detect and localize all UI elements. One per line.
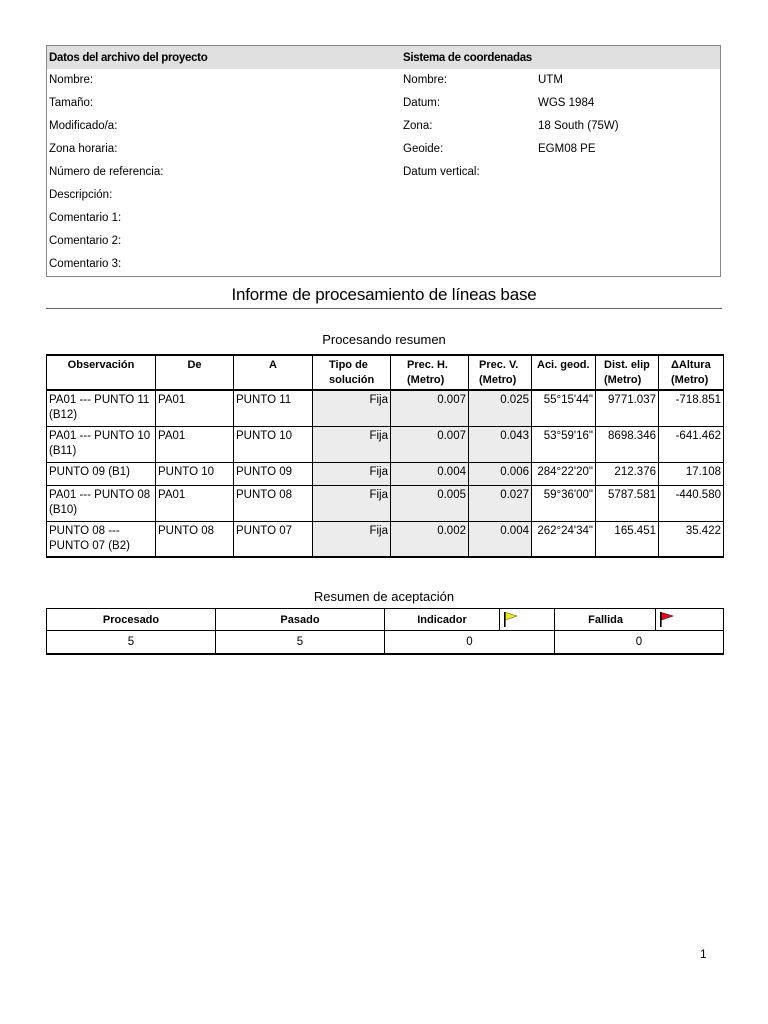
- cell-solution-type: Fija: [313, 426, 391, 462]
- file-size-label: Tamaño:: [49, 97, 94, 109]
- cell-from: PA01: [156, 426, 234, 462]
- coord-name-value: UTM: [538, 74, 563, 86]
- geoid-label: Geoide:: [403, 143, 444, 155]
- failed-value: 0: [555, 631, 724, 655]
- table-header-row: [47, 355, 724, 390]
- acceptance-summary-table: [46, 608, 724, 655]
- cell-prec-v: 0.027: [469, 485, 532, 521]
- vertical-datum-label: Datum vertical:: [403, 166, 480, 178]
- cell-prec-h: 0.002: [391, 521, 469, 557]
- cell-prec-v: 0.043: [469, 426, 532, 462]
- acceptance-summary-title: Resumen de aceptación: [313, 589, 455, 604]
- file-name-label: Nombre:: [49, 74, 94, 86]
- cell-prec-h: 0.007: [391, 426, 469, 462]
- cell-prec-h: 0.004: [391, 462, 469, 485]
- cell-to: PUNTO 10: [234, 426, 313, 462]
- acceptance-values-row: [47, 631, 724, 655]
- table-row: [47, 462, 724, 485]
- comment-3-label: Comentario 3:: [49, 258, 122, 270]
- geoid-value: EGM08 PE: [538, 143, 596, 155]
- coordinate-system-header: Sistema de coordenadas: [403, 52, 532, 64]
- cell-geod-azimuth: 53°59'16": [532, 426, 596, 462]
- info-row: [47, 189, 720, 212]
- processing-summary-title: Procesando resumen: [322, 332, 446, 347]
- col-header-from: De: [156, 355, 234, 390]
- cell-prec-v: 0.004: [469, 521, 532, 557]
- modified-label: Modificado/a:: [49, 120, 118, 132]
- cell-observation: PA01 --- PUNTO 11 (B12): [47, 390, 156, 426]
- zone-label: Zona:: [403, 120, 433, 132]
- coord-name-label: Nombre:: [403, 74, 448, 86]
- project-data-header: Datos del archivo del proyecto: [49, 52, 208, 64]
- info-row: [47, 74, 720, 97]
- info-row: [47, 258, 720, 281]
- description-label: Descripción:: [49, 189, 113, 201]
- cell-observation: PUNTO 09 (B1): [47, 462, 156, 485]
- page-number: 1: [700, 947, 707, 961]
- cell-ellip-dist: 165.451: [596, 521, 659, 557]
- comment-2-label: Comentario 2:: [49, 235, 122, 247]
- cell-delta-height: -440.580: [659, 485, 724, 521]
- cell-prec-h: 0.007: [391, 390, 469, 426]
- col-header-to: A: [234, 355, 313, 390]
- cell-solution-type: Fija: [313, 521, 391, 557]
- project-info-box: [46, 45, 721, 277]
- cell-ellip-dist: 8698.346: [596, 426, 659, 462]
- red-flag-icon: [659, 611, 675, 628]
- cell-geod-azimuth: 284°22'20": [532, 462, 596, 485]
- col-header-ellip-dist: Dist. elip (Metro): [596, 355, 659, 390]
- cell-solution-type: Fija: [313, 485, 391, 521]
- report-title: Informe de procesamiento de líneas base: [231, 285, 537, 304]
- cell-ellip-dist: 212.376: [596, 462, 659, 485]
- reference-number-label: Número de referencia:: [49, 166, 164, 178]
- cell-delta-height: 35.422: [659, 521, 724, 557]
- cell-delta-height: 17.108: [659, 462, 724, 485]
- indicator-header: Indicador: [385, 609, 500, 631]
- info-row: [47, 143, 720, 166]
- col-header-prec-h: Prec. H. (Metro): [391, 355, 469, 390]
- cell-from: PUNTO 10: [156, 462, 234, 485]
- cell-from: PA01: [156, 390, 234, 426]
- col-header-observation: Observación: [47, 355, 156, 390]
- cell-from: PUNTO 08: [156, 521, 234, 557]
- cell-solution-type: Fija: [313, 390, 391, 426]
- yellow-flag-icon: [503, 611, 519, 628]
- cell-geod-azimuth: 262°24'34": [532, 521, 596, 557]
- cell-ellip-dist: 9771.037: [596, 390, 659, 426]
- indicator-flag-cell: [500, 609, 555, 631]
- cell-solution-type: Fija: [313, 462, 391, 485]
- cell-delta-height: -641.462: [659, 426, 724, 462]
- indicator-value: 0: [385, 631, 555, 655]
- cell-from: PA01: [156, 485, 234, 521]
- timezone-label: Zona horaria:: [49, 143, 118, 155]
- cell-to: PUNTO 09: [234, 462, 313, 485]
- cell-geod-azimuth: 55°15'44": [532, 390, 596, 426]
- table-row: [47, 390, 724, 426]
- passed-header: Pasado: [216, 609, 385, 631]
- passed-value: 5: [216, 631, 385, 655]
- cell-observation: PUNTO 08 --- PUNTO 07 (B2): [47, 521, 156, 557]
- datum-label: Datum:: [403, 97, 441, 109]
- cell-to: PUNTO 08: [234, 485, 313, 521]
- col-header-geod-azimuth: Aci. geod.: [532, 355, 596, 390]
- failed-header: Fallida: [555, 609, 656, 631]
- cell-to: PUNTO 07: [234, 521, 313, 557]
- cell-observation: PA01 --- PUNTO 08 (B10): [47, 485, 156, 521]
- col-header-prec-v: Prec. V. (Metro): [469, 355, 532, 390]
- col-header-delta-height: ΔAltura (Metro): [659, 355, 724, 390]
- table-row: [47, 485, 724, 521]
- info-row: [47, 120, 720, 143]
- info-header: [47, 46, 720, 69]
- table-row: [47, 521, 724, 557]
- failed-flag-cell: [656, 609, 724, 631]
- processed-header: Procesado: [47, 609, 216, 631]
- cell-prec-v: 0.006: [469, 462, 532, 485]
- cell-geod-azimuth: 59°36'00": [532, 485, 596, 521]
- cell-to: PUNTO 11: [234, 390, 313, 426]
- cell-prec-h: 0.005: [391, 485, 469, 521]
- zone-value: 18 South (75W): [538, 120, 619, 132]
- cell-observation: PA01 --- PUNTO 10 (B11): [47, 426, 156, 462]
- cell-delta-height: -718.851: [659, 390, 724, 426]
- processing-summary-table: [46, 354, 724, 558]
- info-row: [47, 235, 720, 258]
- info-row: [47, 97, 720, 120]
- title-divider: [46, 308, 722, 309]
- info-row: [47, 166, 720, 189]
- cell-prec-v: 0.025: [469, 390, 532, 426]
- comment-1-label: Comentario 1:: [49, 212, 122, 224]
- processed-value: 5: [47, 631, 216, 655]
- col-header-solution-type: Tipo de solución: [313, 355, 391, 390]
- table-row: [47, 426, 724, 462]
- info-row: [47, 212, 720, 235]
- acceptance-header-row: [47, 609, 724, 631]
- cell-ellip-dist: 5787.581: [596, 485, 659, 521]
- datum-value: WGS 1984: [538, 97, 595, 109]
